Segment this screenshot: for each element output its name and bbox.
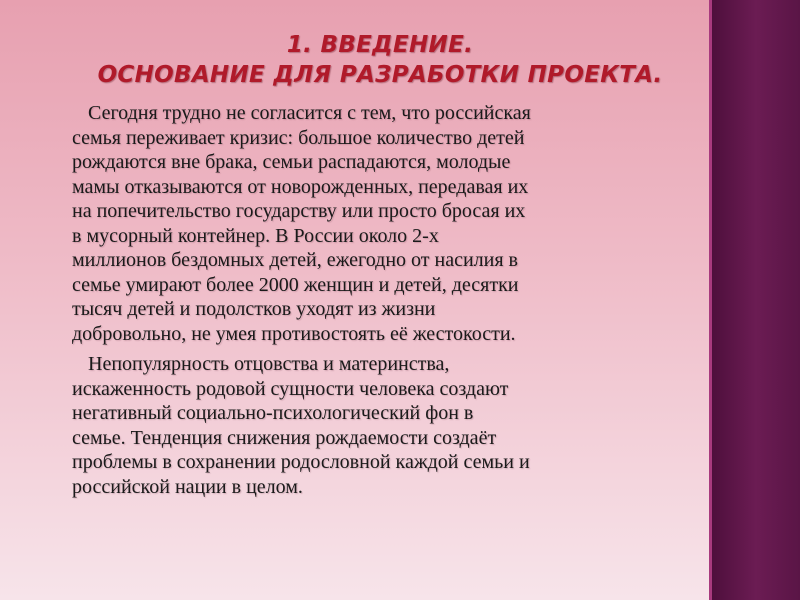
paragraph-line: добровольно, не умея противостоять её жестокости. <box>72 322 516 345</box>
paragraph-line: негативный социально-психологический фон в <box>72 402 474 424</box>
paragraph-line: Непопулярность отцовства и материнства, <box>88 353 450 375</box>
slide-title <box>60 30 700 90</box>
paragraph-line: российской нации в целом. <box>72 475 303 498</box>
paragraph-line: миллионов бездомных детей, ежегодно от насилия в <box>72 249 518 271</box>
paragraph-line: на попечительство государству или просто бросая их <box>72 200 526 222</box>
paragraph-line: мамы отказываются от новорожденных, передавая их <box>72 175 529 198</box>
paragraph-line: семье умирают более 2000 женщин и детей, десятки <box>72 273 519 296</box>
paragraph-line: тысяч детей и подолстков уходят из жизни <box>72 298 436 320</box>
slide-title-line-2: ОСНОВАНИЕ ДЛЯ РАЗРАБОТКИ ПРОЕКТА. <box>97 62 663 88</box>
slide-body <box>72 101 672 505</box>
paragraph-line: искаженность родовой сущности человека создают <box>72 377 509 400</box>
paragraph-line: рождаются вне брака, семьи распадаются, молодые <box>72 151 511 173</box>
paragraph-line: Сегодня трудно не согласится с тем, что российская <box>88 102 531 124</box>
paragraph-line: семья переживает кризис: большое количество детей <box>72 126 525 149</box>
paragraph-1 <box>72 101 672 346</box>
paragraph-line: проблемы в сохранении родословной каждой семьи и <box>72 451 530 473</box>
slide-title-line-1: 1. ВВЕДЕНИЕ. <box>286 32 474 58</box>
paragraph-line: в мусорный контейнер. В России около 2-х <box>72 224 439 247</box>
paragraph-2 <box>72 352 672 499</box>
paragraph-line: семье. Тенденция снижения рождаемости создаёт <box>72 426 497 449</box>
side-decorative-band <box>712 0 800 600</box>
